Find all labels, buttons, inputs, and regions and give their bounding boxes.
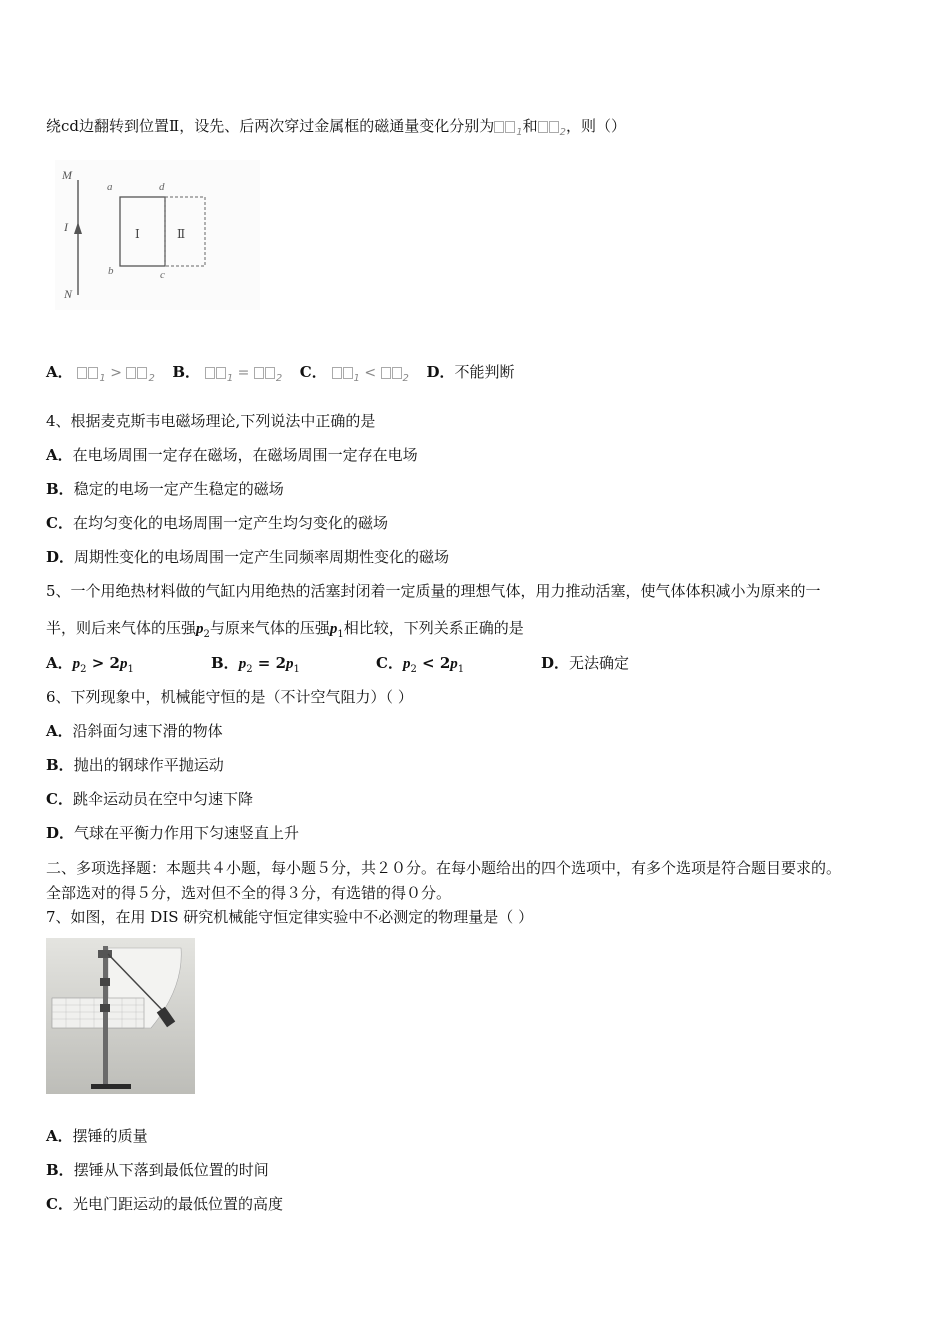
q5-option-b: B．$p_2 = 2p_1$ (211, 654, 300, 675)
q3-figure (55, 160, 260, 310)
q3-stem-end: ，则（） (565, 117, 626, 135)
q5-options (46, 653, 629, 680)
q7-option-b: B．摆锤从下落到最低位置的时间 (46, 1161, 269, 1179)
section2-line1: 二、多项选择题：本题共４小题，每小题５分，共２０分。在每小题给出的四个选项中，有多个选项是符合题目要求的。 (46, 859, 842, 877)
q3-option-b-expr: $_1$ = $_2$ (205, 363, 282, 389)
delta-phi-2: 2 (538, 117, 566, 143)
q7-stem: 7、如图，在用 DIS 研究机械能守恒定律实验中不必测定的物理量是（ ） (46, 908, 534, 926)
label-b: b (108, 265, 114, 277)
label-a: a (107, 181, 113, 193)
label-region-1: Ⅰ (135, 227, 140, 241)
section2-line2: 全部选对的得５分，选对但不全的得３分，有选错的得０分。 (46, 884, 452, 902)
q4-option-a: A．在电场周围一定存在磁场，在磁场周围一定存在电场 (46, 446, 418, 464)
q5-option-c: C．$p_2 < 2p_1$ (376, 654, 465, 675)
label-M: M (62, 168, 72, 182)
q3-option-a-letter: A． (46, 363, 73, 381)
q6-option-b: B．抛出的钢球作平抛运动 (46, 756, 224, 774)
delta-phi-1: 1 (494, 117, 522, 143)
q3-option-d-letter: D． (426, 363, 455, 381)
q5-stem-line1: 5、一个用绝热材料做的气缸内用绝热的活塞封闭着一定质量的理想气体，用力推动活塞，使气体体积减小为原来的一 (46, 582, 821, 600)
q3-option-d-text: 不能判断 (454, 363, 515, 381)
q7-option-c: C．光电门距运动的最低位置的高度 (46, 1195, 283, 1213)
label-region-2: Ⅱ (177, 227, 186, 241)
q3-option-b-letter: B． (172, 363, 201, 381)
q3-stem (46, 116, 626, 143)
label-d: d (159, 181, 165, 193)
q4-option-d: D．周期性变化的电场周围一定产生同频率周期性变化的磁场 (46, 548, 450, 566)
label-c: c (160, 269, 165, 281)
q3-options (46, 362, 515, 389)
q4-stem: 4、根据麦克斯韦电磁场理论,下列说法中正确的是 (46, 412, 376, 430)
q5-stem-line2: 半，则后来气体的压强$p_2$与原来气体的压强$p_1$相比较，下列关系正确的是 (46, 619, 524, 640)
q3-option-c-letter: C． (299, 363, 327, 381)
q3-option-a-expr: $_1$ > $_2$ (77, 363, 154, 389)
q6-option-a: A．沿斜面匀速下滑的物体 (46, 722, 223, 740)
q6-option-c: C．跳伞运动员在空中匀速下降 (46, 790, 253, 808)
q4-option-b: B．稳定的电场一定产生稳定的磁场 (46, 480, 284, 498)
q4-option-c: C．在均匀变化的电场周围一定产生均匀变化的磁场 (46, 514, 388, 532)
q6-option-d: D．气球在平衡力作用下匀速竖直上升 (46, 824, 300, 842)
q5-option-d: D．无法确定 (541, 654, 630, 672)
label-I: I (64, 220, 68, 234)
q3-stem-start: 绕cd边翻转到位置Ⅱ，设先、后两次穿过金属框的磁通量变化分别为 (46, 117, 495, 135)
q3-and: 和 (522, 117, 538, 135)
q5-option-a: A．$p_2 > 2p_1$ (46, 654, 134, 675)
q7-option-a: A．摆锤的质量 (46, 1127, 148, 1145)
q7-apparatus-photo (46, 938, 195, 1094)
q3-option-c-expr: $_1$ < $_2$ (332, 363, 409, 389)
label-N: N (64, 287, 73, 301)
q6-stem: 6、下列现象中，机械能守恒的是（不计空气阻力）（ ） (46, 688, 413, 706)
